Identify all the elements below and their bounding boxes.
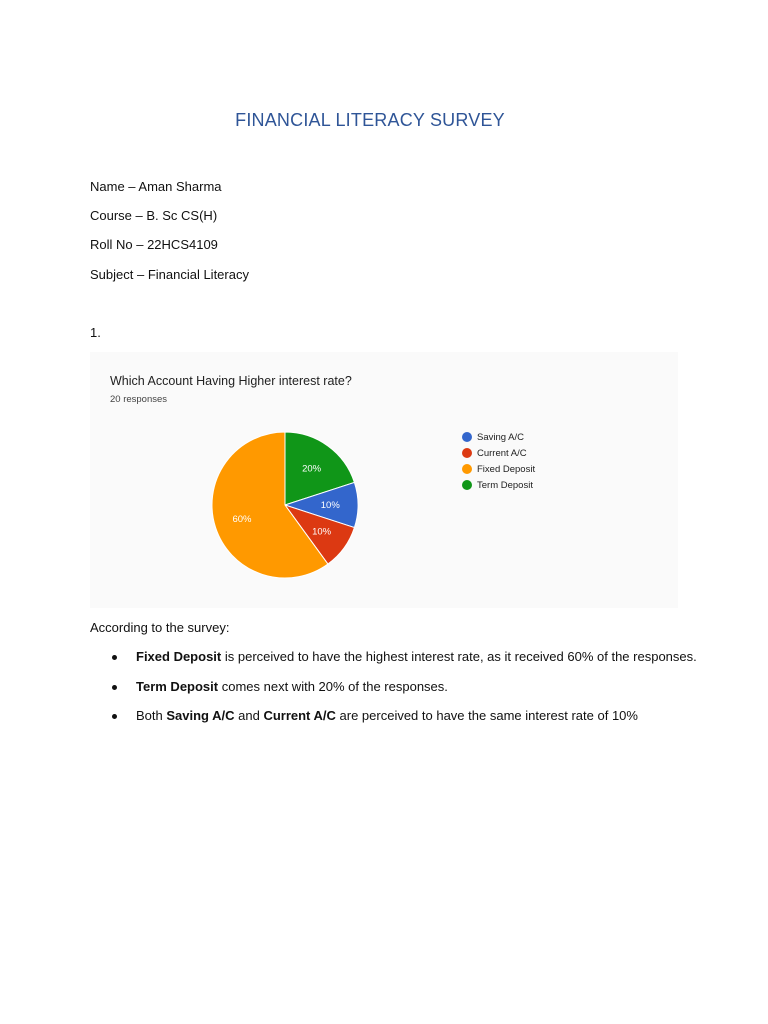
bullet-bold-term: Current A/C bbox=[263, 708, 336, 723]
bullet-text: and bbox=[234, 708, 264, 723]
summary-bullet bbox=[112, 708, 752, 738]
bullet-text: Both bbox=[136, 708, 167, 723]
legend-label: Saving A/C bbox=[477, 431, 524, 443]
bullet-text: are perceived to have the same interest rate of 10% bbox=[335, 708, 638, 723]
legend-item bbox=[462, 477, 535, 493]
pie-slice-label: 10% bbox=[312, 526, 332, 538]
pie-slice-label: 20% bbox=[302, 463, 322, 475]
legend-swatch-icon bbox=[462, 448, 472, 458]
bullet-dot-icon bbox=[112, 685, 117, 690]
bullet-dot-icon bbox=[112, 655, 117, 660]
legend-label: Fixed Deposit bbox=[477, 463, 536, 475]
legend-item bbox=[462, 461, 535, 477]
pie-slice-label: 10% bbox=[320, 500, 340, 511]
summary-bullet bbox=[112, 679, 752, 709]
student-name: Name – Aman Sharma bbox=[90, 179, 222, 194]
legend-label: Current A/C bbox=[477, 447, 527, 459]
chart-title: Which Account Having Higher interest rate? bbox=[110, 374, 352, 388]
summary-intro: According to the survey: bbox=[90, 620, 230, 635]
legend-item bbox=[462, 429, 535, 445]
student-subject: Subject – Financial Literacy bbox=[90, 267, 249, 282]
legend-item bbox=[462, 445, 535, 461]
legend-label: Term Deposit bbox=[477, 479, 533, 491]
student-course: Course – B. Sc CS(H) bbox=[90, 208, 218, 223]
pie-chart bbox=[90, 352, 678, 608]
summary-bullets bbox=[112, 649, 752, 738]
bullet-text: is perceived to have the highest interest rate, as it received 60% of the responses. bbox=[221, 649, 697, 664]
bullet-dot-icon bbox=[112, 714, 117, 719]
bullet-bold-term: Fixed Deposit bbox=[136, 649, 222, 664]
legend-swatch-icon bbox=[462, 464, 472, 474]
student-roll-no: Roll No – 22HCS4109 bbox=[90, 237, 218, 252]
question-number: 1. bbox=[90, 325, 101, 340]
bullet-bold-term: Term Deposit bbox=[136, 678, 219, 694]
legend-swatch-icon bbox=[462, 480, 472, 490]
pie-slice-label: 60% bbox=[232, 513, 252, 525]
legend-swatch-icon bbox=[462, 432, 472, 442]
chart-legend bbox=[462, 429, 535, 493]
pie-chart-card bbox=[90, 352, 678, 608]
bullet-text: comes next with 20% of the responses. bbox=[218, 678, 448, 694]
bullet-bold-term: Saving A/C bbox=[166, 708, 235, 723]
summary-bullet bbox=[112, 649, 752, 679]
chart-responses-count: 20 responses bbox=[110, 394, 168, 405]
document-title: FINANCIAL LITERACY SURVEY bbox=[235, 110, 505, 130]
